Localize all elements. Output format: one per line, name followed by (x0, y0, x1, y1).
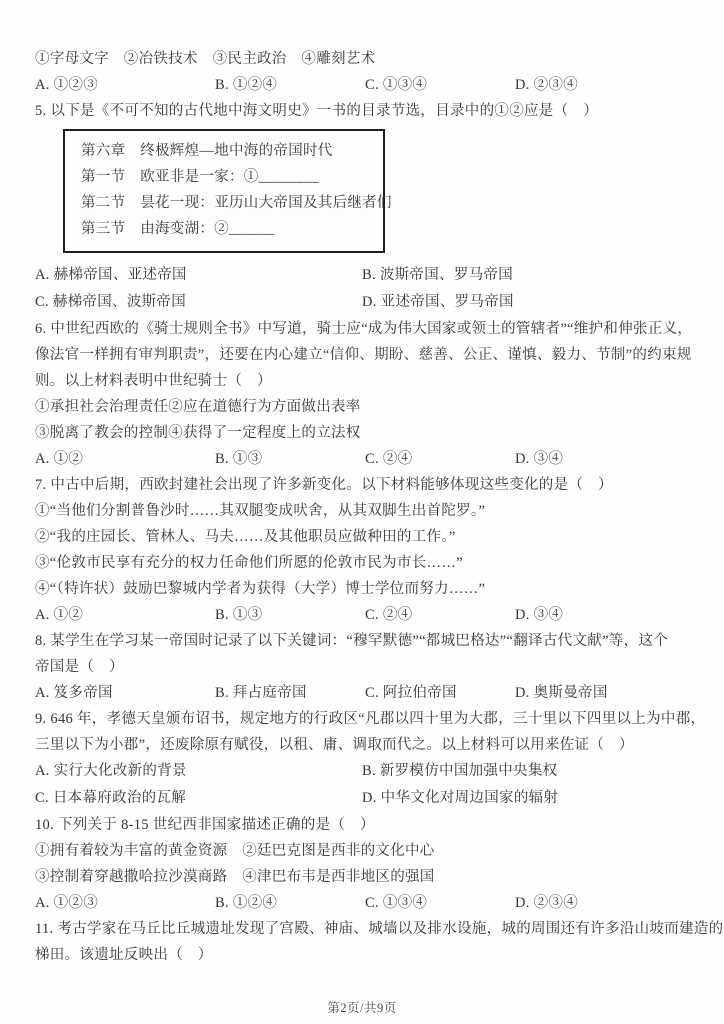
choice-a: A. 赫梯帝国、亚述帝国 (35, 267, 187, 283)
question-11 (35, 916, 724, 968)
choice-row (35, 680, 696, 706)
choice-c: C. ①③④ (365, 77, 428, 93)
choice-row (35, 785, 696, 812)
choice-d: D. 中华文化对周边国家的辐射 (362, 790, 559, 806)
question-stem-line: 5. 以下是《不可不知的古代地中海文明史》一书的目录节选，目录中的①②应是（ ） (35, 103, 598, 119)
choice-row (35, 446, 696, 472)
question-7 (35, 472, 696, 628)
option-items-line: ①承担社会治理责任②应在道德行为方面做出表率 (35, 399, 361, 415)
question-stem-line: 三里以下为小郡”，还废除原有赋役，以租、庸、调取而代之。以上材料可以用来佐证（ ） (35, 737, 634, 753)
choice-d: D. ②③④ (515, 895, 579, 911)
option-items-line: ①字母文字 ②冶铁技术 ③民主政治 ④雕刻艺术 (35, 51, 376, 67)
choice-d: D. 亚述帝国、罗马帝国 (362, 294, 514, 310)
toc-box (63, 129, 392, 253)
question-stem-line: 9. 646 年，孝德天皇颁布诏书，规定地方的行政区“凡郡以四十里为大郡，三十里以下四里以上为中郡， (35, 711, 706, 727)
question-6 (35, 316, 696, 472)
choice-row (35, 602, 696, 628)
choice-c: C. 日本幕府政治的瓦解 (35, 790, 187, 806)
choice-c: C. ①③④ (365, 895, 428, 911)
toc-line-section3: 第三节 由海变湖：②______ (81, 221, 275, 237)
question-stem-line: 6. 中世纪西欧的《骑士规则全书》中写道，骑士应“成为伟大国家或领土的管辖者”“维护和伸张正义， (35, 321, 693, 337)
question-9 (35, 706, 706, 812)
choice-a: A. ①②③ (35, 895, 99, 911)
question-stem-line: 帝国是（ ） (35, 659, 124, 675)
choice-row (35, 262, 696, 289)
question-stem-line: 则。以上材料表明中世纪骑士（ ） (35, 373, 272, 389)
choice-row (35, 289, 696, 316)
question-8 (35, 628, 696, 706)
option-items-line: ④“（特许状）鼓励巴黎城内学者为获得（大学）博士学位而努力……” (35, 581, 486, 597)
choice-c: C. 赫梯帝国、波斯帝国 (35, 294, 187, 310)
choice-b: B. 拜占庭帝国 (215, 685, 307, 701)
choice-row (35, 758, 696, 785)
choice-d: D. ③④ (515, 607, 564, 623)
option-items-line: ③“伦敦市民享有充分的权力任命他们所愿的伦敦市民为市长……” (35, 555, 463, 571)
toc-line-chapter: 第六章 终极辉煌—地中海的帝国时代 (81, 143, 333, 159)
question-stem-line: 像法官一样拥有审判职责”，还要在内心建立“信仰、期盼、慈善、公正、谨慎、毅力、节制”的约束规 (35, 347, 692, 363)
question-10 (35, 812, 696, 916)
choice-a: A. ①② (35, 607, 84, 623)
choice-b: B. ①②④ (215, 77, 278, 93)
choice-b: B. ①③ (215, 607, 263, 623)
choice-row (35, 72, 696, 98)
choice-a: A. 实行大化改新的背景 (35, 763, 187, 779)
toc-line-section2: 第二节 昙花一现：亚历山大帝国及其后继者们 (81, 195, 392, 211)
option-items-line: ③脱离了教会的控制④获得了一定程度上的立法权 (35, 425, 361, 441)
choice-b: B. 波斯帝国、罗马帝国 (362, 267, 514, 283)
toc-line-section1: 第一节 欧亚非是一家：①________ (81, 169, 319, 185)
choice-d: D. 奥斯曼帝国 (515, 685, 608, 701)
choice-d: D. ③④ (515, 451, 564, 467)
choice-row (35, 890, 696, 916)
option-items-line: ①拥有着较为丰富的黄金资源 ②廷巴克图是西非的文化中心 (35, 843, 435, 859)
question-stem-line: 8. 某学生在学习某一帝国时记录了以下关键词：“穆罕默德”“都城巴格达”“翻译古代文献”等，这个 (35, 633, 669, 649)
choice-a: A. 笈多帝国 (35, 685, 113, 701)
option-items-line: ②“我的庄园长、管林人、马夫……及其他职员应做种田的工作。” (35, 529, 456, 545)
page-footer: 第2页/共9页 (327, 1001, 397, 1015)
choice-a: A. ①② (35, 451, 84, 467)
question-5 (35, 98, 696, 316)
question-stem-line: 梯田。该遗址反映出（ ） (35, 947, 213, 963)
choice-c: C. 阿拉伯帝国 (365, 685, 457, 701)
page-content (35, 46, 724, 968)
choice-a: A. ①②③ (35, 77, 99, 93)
choice-c: C. ②④ (365, 607, 413, 623)
choice-b: B. ①②④ (215, 895, 278, 911)
choice-c: C. ②④ (365, 451, 413, 467)
question-stem-line: 11. 考古学家在马丘比丘城遗址发现了宫殿、神庙、城墙以及排水设施，城的周围还有许多沿山坡而建造的 (35, 921, 724, 937)
question-stem-line: 10. 下列关于 8-15 世纪西非国家描述正确的是（ ） (35, 817, 375, 833)
question-stem-line: 7. 中古中后期，西欧封建社会出现了许多新变化。以下材料能够体现这些变化的是（ ） (35, 477, 613, 493)
option-items-line: ①“当他们分割普鲁沙时……其双腿变成吠舍，从其双脚生出首陀罗。” (35, 503, 486, 519)
choice-d: D. ②③④ (515, 77, 579, 93)
choice-b: B. ①③ (215, 451, 263, 467)
question-4 (35, 46, 696, 98)
option-items-line: ③控制着穿越撒哈拉沙漠商路 ④津巴布韦是西非地区的强国 (35, 869, 435, 885)
choice-b: B. 新罗模仿中国加强中央集权 (362, 763, 558, 779)
